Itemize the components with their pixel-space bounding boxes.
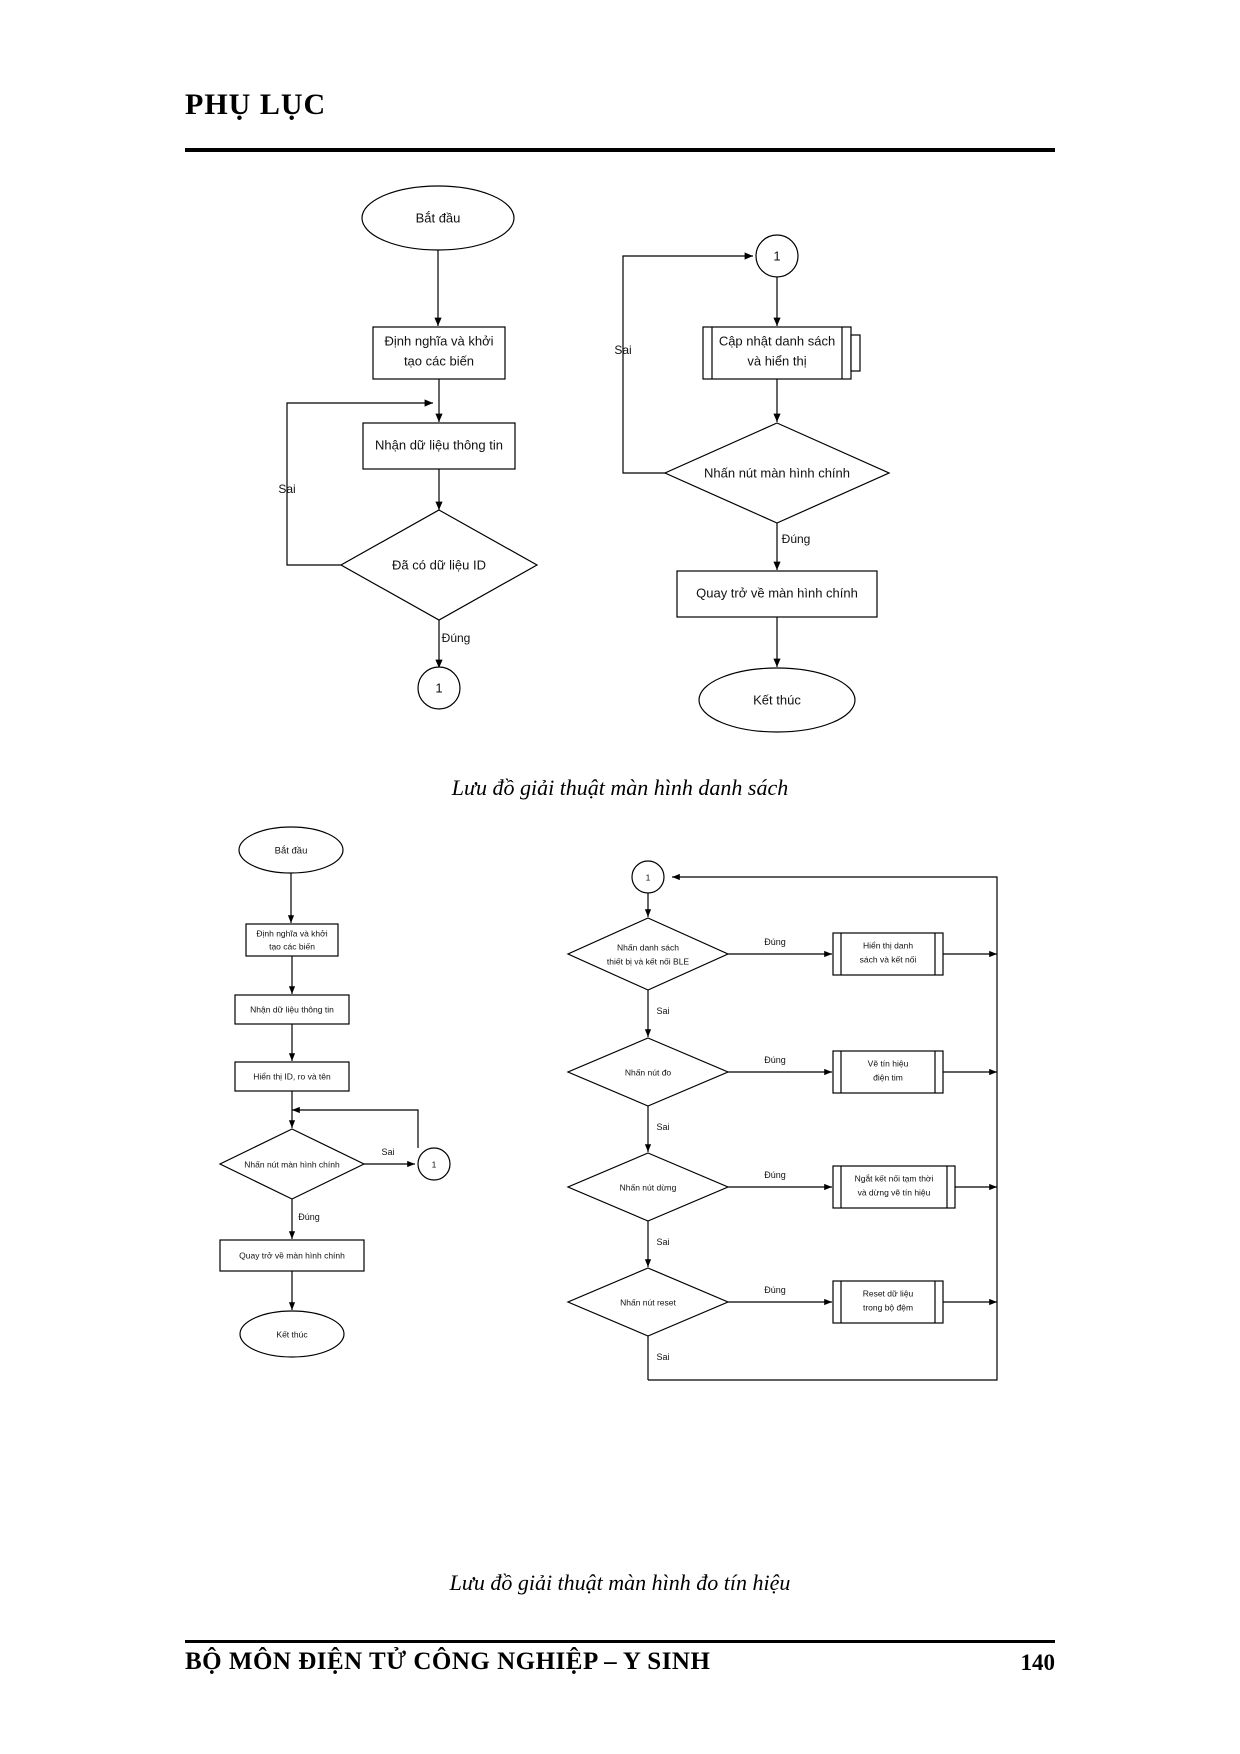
fig2-decision-1-false-label: Sai bbox=[656, 1006, 670, 1016]
fig1-update-label-1: Cập nhật danh sách bbox=[718, 333, 836, 349]
fig1-right-true-label: Đúng bbox=[781, 532, 811, 546]
fig2-right-connector-label: 1 bbox=[645, 872, 651, 883]
figure-1-caption: Lưu đồ giải thuật màn hình danh sách bbox=[451, 775, 789, 800]
fig1-return-label: Quay trở về màn hình chính bbox=[696, 585, 858, 601]
fig1-decision-id-label: Đã có dữ liệu ID bbox=[392, 557, 486, 573]
page-number: 140 bbox=[1020, 1650, 1055, 1675]
fig1-init-label-2: tạo các biến bbox=[403, 353, 475, 369]
fig2-decision-1-label-2: thiết bị và kết nối BLE bbox=[606, 956, 690, 967]
fig2-action-2-label-1: Vẽ tín hiệu bbox=[867, 1058, 909, 1069]
fig2-decision-3-false-label: Sai bbox=[656, 1237, 670, 1247]
fig2-action-2-label-2: điện tim bbox=[873, 1072, 903, 1083]
fig1-update-label-2: và hiển thị bbox=[747, 353, 807, 369]
fig2-action-4-label-1: Reset dữ liệu bbox=[862, 1288, 914, 1299]
fig1-init-label-1: Định nghĩa và khởi bbox=[384, 333, 494, 349]
footer-divider bbox=[185, 1640, 1055, 1643]
fig2-action-3-label-1: Ngắt kết nối tạm thời bbox=[854, 1173, 934, 1184]
fig2-end-label: Kết thúc bbox=[276, 1329, 308, 1340]
fig1-right-false-label: Sai bbox=[614, 343, 632, 357]
fig2-decision-2-true-label: Đúng bbox=[764, 1055, 786, 1065]
fig2-action-3-label-2: và dừng vẽ tín hiệu bbox=[857, 1187, 931, 1198]
fig2-receive-label: Nhận dữ liệu thông tin bbox=[250, 1004, 334, 1015]
fig2-decision-3-true-label: Đúng bbox=[764, 1170, 786, 1180]
fig1-left-connector-label: 1 bbox=[435, 680, 443, 696]
fig2-init-label-2: tạo các biến bbox=[269, 941, 315, 952]
fig2-init-label-1: Định nghĩa và khởi bbox=[256, 928, 328, 939]
fig2-decision-3-label-1: Nhấn nút dừng bbox=[619, 1182, 677, 1193]
fig2-left-false-label: Sai bbox=[381, 1147, 395, 1157]
fig1-update-box-tab bbox=[851, 335, 860, 371]
fig2-decision-2-false-label: Sai bbox=[656, 1122, 670, 1132]
figure-2-caption: Lưu đồ giải thuật màn hình đo tín hiệu bbox=[449, 1570, 791, 1595]
figure-2-flowchart bbox=[185, 815, 1065, 1545]
figure-1-flowchart bbox=[185, 160, 1065, 760]
fig1-left-true-label: Đúng bbox=[441, 631, 471, 645]
fig1-decision-main-label: Nhấn nút màn hình chính bbox=[704, 465, 850, 481]
fig2-left-connector-label: 1 bbox=[431, 1159, 437, 1170]
fig2-decision-1-label-1: Nhấn danh sách bbox=[617, 942, 679, 953]
fig2-action-1-label-2: sách và kết nối bbox=[859, 954, 917, 965]
fig2-decision-4-label-1: Nhấn nút reset bbox=[620, 1297, 676, 1308]
fig2-decision-main-label: Nhấn nút màn hình chính bbox=[244, 1159, 340, 1170]
fig2-action-1-label-1: Hiển thị danh bbox=[862, 940, 914, 951]
fig2-left-true-label: Đúng bbox=[298, 1212, 320, 1222]
footer-department: BỘ MÔN ĐIỆN TỬ CÔNG NGHIỆP – Y SINH bbox=[185, 1648, 711, 1675]
page-title: PHỤ LỤC bbox=[185, 88, 327, 121]
fig2-action-4-label-2: trong bộ đệm bbox=[862, 1302, 914, 1313]
fig2-decision-1 bbox=[568, 918, 728, 990]
header-divider bbox=[185, 148, 1055, 152]
fig2-decision-4-false-label: Sai bbox=[656, 1352, 670, 1362]
fig2-decision-1-true-label: Đúng bbox=[764, 937, 786, 947]
fig2-return-label: Quay trở về màn hình chính bbox=[239, 1250, 345, 1261]
fig2-decision-2-label-1: Nhấn nút đo bbox=[624, 1067, 672, 1078]
fig2-start-label: Bắt đầu bbox=[274, 845, 308, 857]
fig1-right-connector-label: 1 bbox=[773, 248, 781, 264]
fig1-start-label: Bắt đầu bbox=[415, 210, 461, 226]
fig1-left-false-label: Sai bbox=[278, 482, 296, 496]
fig2-decision-4-true-label: Đúng bbox=[764, 1285, 786, 1295]
fig1-receive-label: Nhận dữ liệu thông tin bbox=[375, 437, 503, 453]
fig2-display-label: Hiển thị ID, ro và tên bbox=[253, 1071, 331, 1082]
fig1-end-label: Kết thúc bbox=[753, 692, 801, 708]
